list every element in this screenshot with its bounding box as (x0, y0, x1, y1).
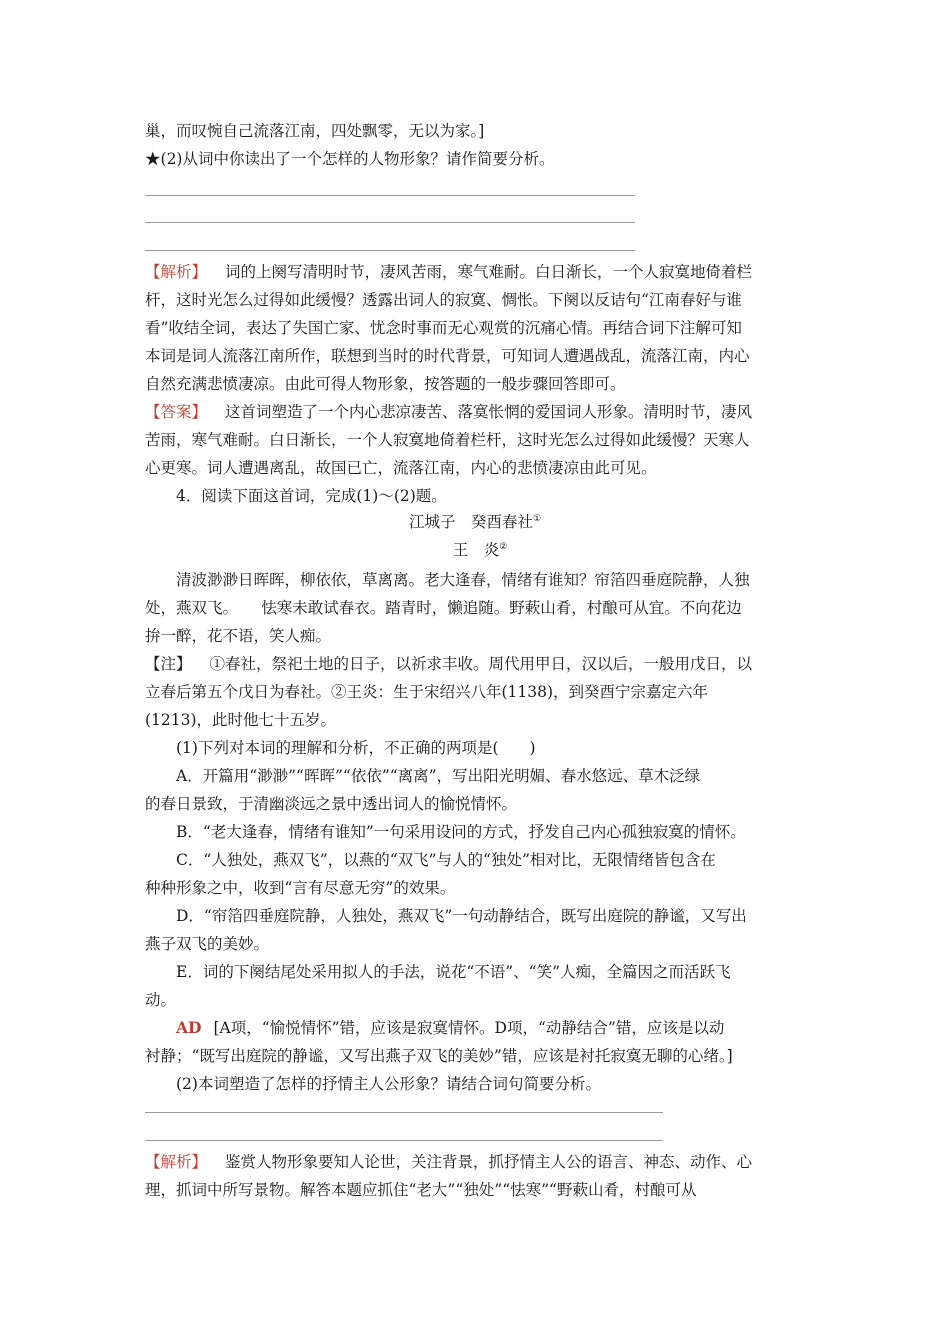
q3-analysis-line: 看”收结全词，表达了失国亡家、忧念时事而无心观赏的沉痛心情。再结合词下注解可知 (145, 319, 742, 337)
poem-author: 王 炎② (452, 541, 508, 559)
note-tag: 【注】 (145, 655, 192, 673)
q3-subquestion-2 (145, 149, 554, 169)
answer-line (145, 1140, 663, 1141)
footnote-marker: ① (532, 514, 542, 524)
poem-title: 江城子 癸酉春社① (408, 513, 542, 531)
option-e-cont: 动。 (145, 991, 177, 1009)
q3-analysis-line: 本词是词人流落江南所作，联想到当时的时代背景，可知词人遭遇战乱，流落江南，内心 (145, 347, 750, 365)
q3-answer-line: 心更寒。词人遭遇离乱，故国已亡，流落江南，内心的悲愤凄凉由此可见。 (145, 459, 657, 477)
q3-analysis-line: 自然充满悲愤凄凉。由此可得人物形象，按答题的一般步骤回答即可。 (145, 375, 626, 393)
answer-line (145, 250, 635, 251)
q4-sub1-explain-line: 衬静；“既写出庭院的静谧，又写出燕子双飞的美妙”错，应该是衬托寂寞无聊的心绪。] (145, 1047, 733, 1065)
answer-line (145, 1112, 663, 1113)
footnote-marker: ② (499, 542, 508, 552)
q3-analysis-tail: 巢，而叹惋自己流落江南，四处飘零，无以为家。] (145, 122, 485, 140)
q4-subquestion-2: (2)本词塑造了怎样的抒情主人公形象？请结合词句简要分析。 (176, 1075, 601, 1093)
q4-stem: 4．阅读下面这首词，完成(1)～(2)题。 (176, 487, 447, 505)
option-c: C．“人独处，燕双飞”，以燕的“双飞”与人的“独处”相对比，无限情绪皆包含在 (176, 851, 716, 869)
option-a: A．开篇用“渺渺”“晖晖”“依依”“离离”，写出阳光明媚、春水悠远、草木泛绿 (176, 767, 701, 785)
q4-sub1-answer-line: AD [A项，“愉悦情怀”错，应该是寂寞情怀。D项，“动静结合”错，应该是以动 (176, 1018, 725, 1037)
option-c-cont: 种种形象之中，收到“言有尽意无穷”的效果。 (145, 879, 456, 897)
star-icon: ★ (145, 150, 161, 168)
analysis-tag: 【解析】 (145, 1153, 208, 1171)
poem-line: 拚一醉，花不语，笑人痴。 (145, 627, 332, 645)
option-b: B．“老大逢春，情绪有谁知”一句采用设问的方式，抒发自己内心孤独寂寞的情怀。 (176, 823, 746, 841)
answer-line (145, 195, 635, 196)
poem-line: 处，燕双飞。 怯寒未敢试春衣。踏青时，懒追随。野蔌山肴，村酿可从宜。不向花边 (145, 599, 742, 617)
note-line: 立春后第五个戊日为春社。②王炎：生于宋绍兴八年(1138)，到癸酉宁宗嘉定六年 (145, 683, 709, 701)
q4-analysis-line: 【解析】 鉴赏人物形象要知人论世，关注背景，抓抒情主人公的语言、神态、动作、心 (145, 1153, 753, 1171)
note-line: 【注】 ①春社，祭祀土地的日子，以祈求丰收。周代用甲日，汉以后，一般用戊日，以 (145, 655, 753, 673)
analysis-tag: 【解析】 (145, 263, 208, 281)
option-d: D．“帘箔四垂庭院静，人独处，燕双飞”一句动静结合，既写出庭院的静谧，又写出 (176, 907, 747, 925)
q3-answer-line: 苦雨，寒气难耐。白日渐长，一个人寂寞地倚着栏杆，这时光怎么过得如此缓慢？天寒人 (145, 431, 750, 449)
note-line: (1213)，此时他七十五岁。 (145, 711, 337, 729)
answer-line (145, 222, 635, 223)
q3-analysis-line: 【解析】 词的上阕写清明时节，凄风苦雨，寒气难耐。白日渐长，一个人寂寞地倚着栏 (145, 263, 753, 281)
option-a-cont: 的春日景致，于清幽淡远之景中透出词人的愉悦情怀。 (145, 795, 518, 813)
q3-sub2-text: (2)从词中你读出了一个怎样的人物形象？请作简要分析。 (160, 150, 555, 168)
option-e: E．词的下阕结尾处采用拟人的手法，说花“不语”、“笑”人痴，全篇因之而活跃飞 (176, 963, 731, 981)
q4-analysis-line: 理，抓词中所写景物。解答本题应抓住“老大”“独处”“怯寒”“野蔌山肴，村酿可从 (145, 1181, 697, 1199)
q3-analysis-line: 杆，这时光怎么过得如此缓慢？透露出词人的寂寞、惆怅。下阕以反诘句“江南春好与谁 (145, 291, 742, 309)
option-d-cont: 燕子双飞的美妙。 (145, 935, 270, 953)
answer-tag: 【答案】 (145, 403, 208, 421)
q3-answer-line: 【答案】 这首词塑造了一个内心悲凉凄苦、落寞怅惘的爱国词人形象。清明时节，凄风 (145, 403, 753, 421)
answer-key: AD (176, 1018, 202, 1037)
poem-line: 清波渺渺日晖晖，柳依依，草离离。老大逢春，情绪有谁知？帘箔四垂庭院静，人独 (176, 571, 750, 589)
q4-subquestion-1: (1)下列对本词的理解和分析，不正确的两项是( ) (176, 739, 536, 757)
